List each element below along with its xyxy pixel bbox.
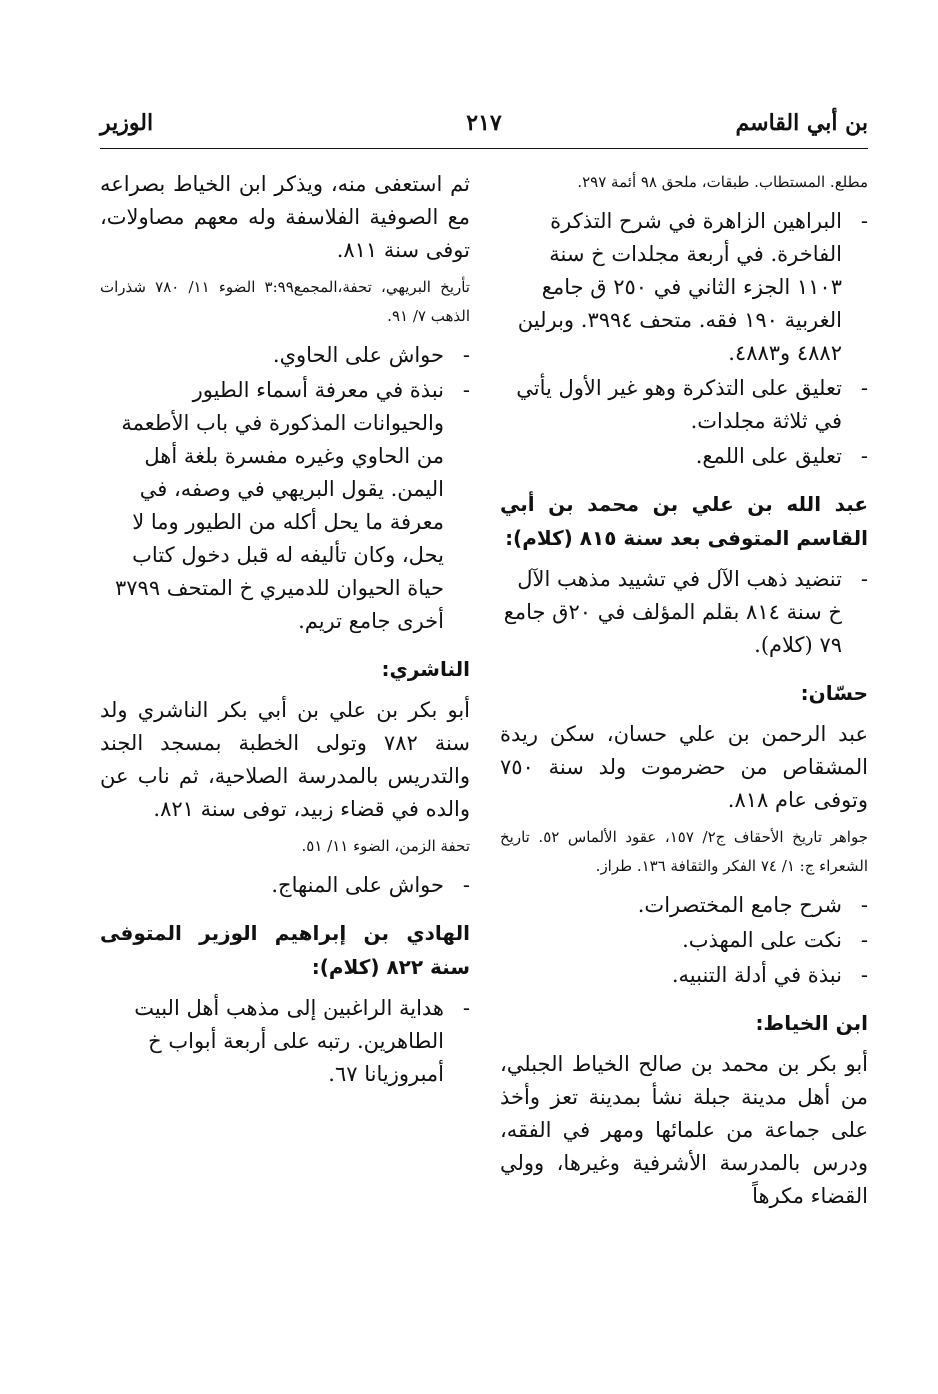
header-rule [100,148,868,149]
entry-heading: عبد الله بن علي بن محمد بن أبي القاسم المتوفى بعد سنة ٨١٥ (كلام): [500,492,868,550]
list-item: - هداية الراغبين إلى مذهب أهل البيت الطاهرين. رتبه على أربعة أبواب خ أمبروزيانا ٦٧. [134,996,470,1086]
right-column [500,168,868,1219]
list-item: - حواش على المنهاج. [271,873,470,897]
biography-paragraph: أبو بكر بن علي بن أبي بكر الناشري ولد سنة ٧٨٢ وتولى الخطبة بمسجد الجند والتدريس بالمدرسة الصلاحية، ثم ناب عن والده في قضاء زبيد، توفى سنة ٨٢١. [100,698,470,821]
biography-paragraph: عبد الرحمن بن علي حسان، سكن ريدة المشقاص من حضرموت ولد سنة ٧٥٠ وتوفى عام ٨١٨. [500,722,868,812]
reference-note: تحفة الزمن، الضوء ١١/ ٥١. [301,837,470,855]
biography-paragraph: أبو بكر بن محمد بن صالح الخياط الجبلي، من أهل مدينة جبلة نشأ بمدينة تعز وأخذ على جماعة من علمائها ومهر في الفقه، ودرس بالمدرسة الأشرفية وغيرها، وولي القضاء مكرهاً [500,1052,868,1208]
running-head-left: الوزير [100,110,154,136]
page-number: ٢١٧ [466,110,502,136]
reference-note: مطلع. المستطاب. طبقات، ملحق ٩٨ أئمة ٢٩٧. [577,173,868,191]
list-item: - تنضيد ذهب الآل في تشييد مذهب الآل خ سنة ٨١٤ بقلم المؤلف في ٢٠ق جامع ٧٩ (كلام). [503,567,868,657]
entry-heading: حسّان: [800,681,868,705]
list-item: - شرح جامع المختصرات. [637,893,868,917]
list-item: - نبذة في معرفة أسماء الطيور والحيوانات المذكورة في باب الأطعمة من الحاوي وغيره مفسرة بلغة أهل اليمن. يقول البريهي في وصفه، في معرفة ما يحل أكله من الطيور وما لا يحل، وكان تأليفه له قبل دخول كتاب حياة الحيوان للدميري خ المتحف ٣٧٩٩ أخرى جامع تريم. [115,378,470,633]
running-head-right: بن أبي القاسم [735,110,868,136]
list-item: - تعليق على التذكرة وهو غير الأول يأتي في ثلاثة مجلدات. [516,376,868,433]
reference-note: تأريخ البريهي، تحفة،المجمع٣:٩٩ الضوء ١١/ ٧٨٠ شذرات الذهب ٧/ ٩١. [100,278,470,325]
entry-heading: الهادي بن إبراهيم الوزير المتوفى سنة ٨٢٢ (كلام): [100,921,470,979]
entry-heading: الناشري: [381,657,470,681]
list-item: - نبذة في أدلة التنبيه. [671,963,868,987]
left-column [100,168,470,1093]
biography-paragraph: ثم استعفى منه، ويذكر ابن الخياط بصراعه مع الصوفية الفلاسفة وله معهم مصاولات، توفى سنة ٨١١. [100,172,470,262]
reference-note: جواهر تاريخ الأحقاف ج٢/ ١٥٧، عقود الألماس ٥٢. تاريخ الشعراء ج: ١/ ٧٤ الفكر والثقافة ١٣٦. طراز. [500,828,868,875]
entry-heading: ابن الخياط: [755,1011,868,1035]
list-item: - البراهين الزاهرة في شرح التذكرة الفاخرة. في أربعة مجلدات خ سنة ١١٠٣ الجزء الثاني في ٢٥٠ ق جامع الغربية ١٩٠ فقه. متحف ٣٩٩٤. وبرلين ٤٨٨٢ و٤٨٨٣. [517,209,868,365]
list-item: - تعليق على اللمع. [695,444,868,468]
list-item: - نكت على المهذب. [682,928,868,952]
list-item: - حواش على الحاوي. [272,343,470,367]
page-header [100,110,868,144]
